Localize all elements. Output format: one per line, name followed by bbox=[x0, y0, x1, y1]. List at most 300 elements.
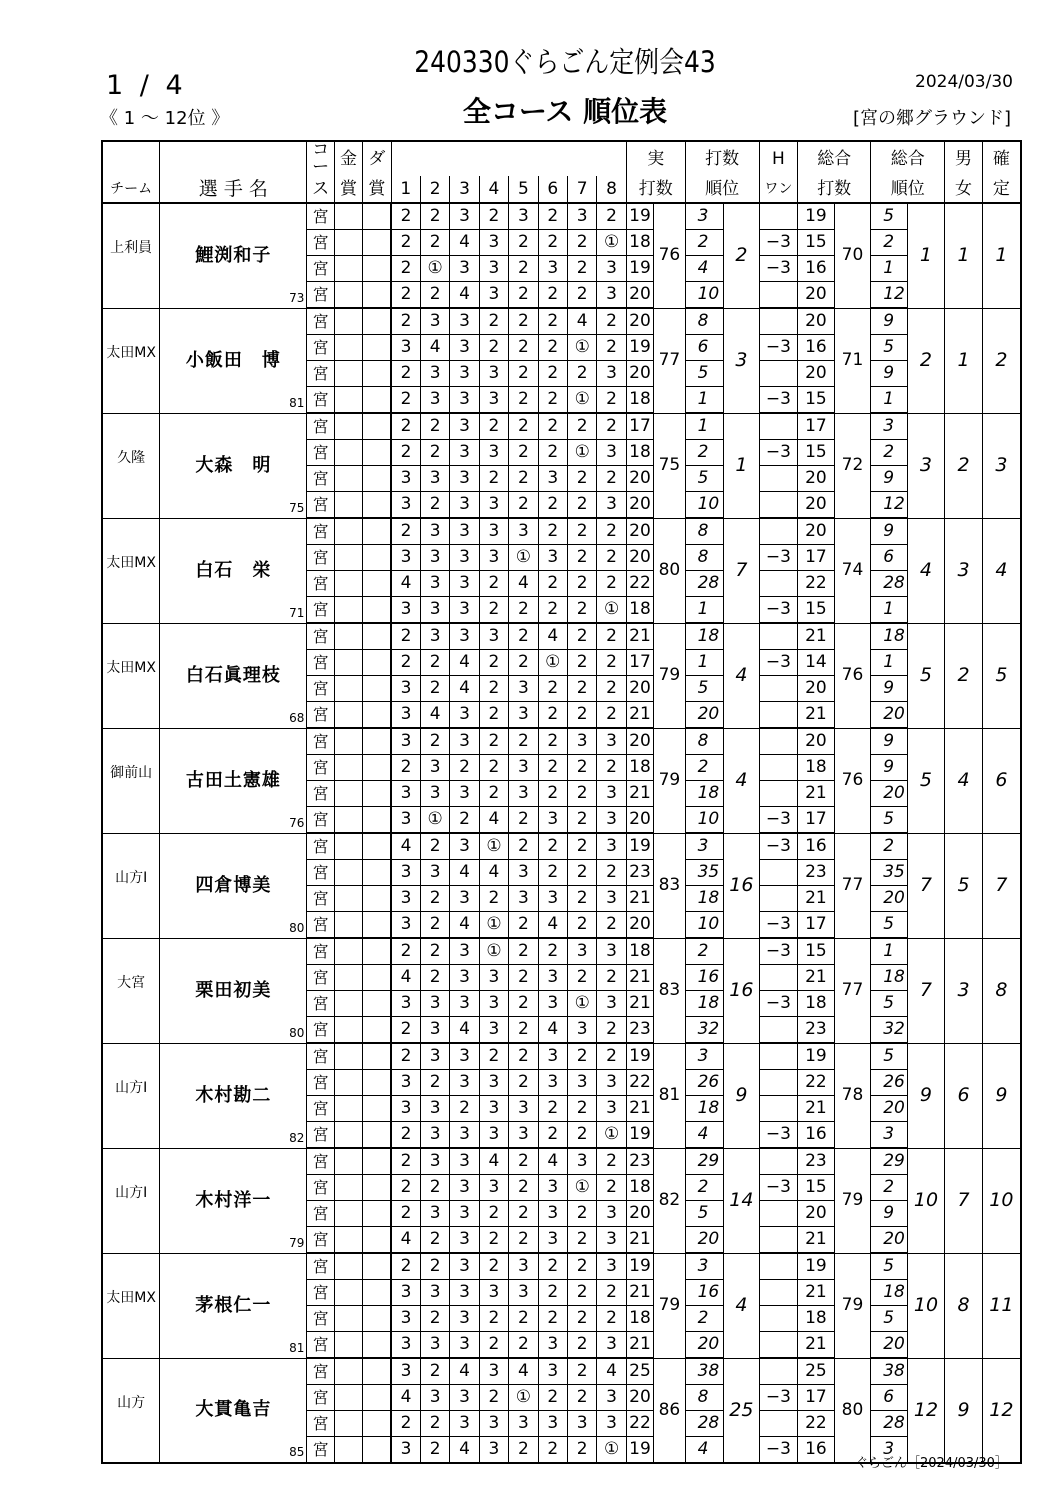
hole-in-one-bonus: −3 bbox=[759, 1175, 798, 1201]
hole-score: 3 bbox=[420, 623, 449, 650]
hole-in-one-bonus: −3 bbox=[759, 1385, 798, 1411]
gold-prize-cell bbox=[334, 492, 362, 519]
da-prize-cell bbox=[363, 1201, 391, 1227]
round-total: 18 bbox=[798, 1306, 835, 1332]
hole-score: 3 bbox=[538, 1332, 567, 1359]
round-total: 21 bbox=[798, 965, 835, 991]
page-number: 1 / 4 bbox=[106, 70, 187, 101]
hole-score: 3 bbox=[538, 965, 567, 991]
round-score: 21 bbox=[626, 702, 653, 729]
hole-score: 3 bbox=[450, 518, 479, 545]
hole-score: 3 bbox=[597, 991, 626, 1017]
hole-score: 2 bbox=[420, 413, 449, 440]
round-score: 21 bbox=[626, 965, 653, 991]
actual-header: 実 bbox=[626, 141, 685, 176]
round-total: 15 bbox=[798, 387, 835, 414]
da-prize-cell bbox=[363, 1070, 391, 1096]
hole-score: 2 bbox=[509, 650, 538, 676]
hole-score: 3 bbox=[479, 1017, 508, 1044]
hole-score: 3 bbox=[597, 1332, 626, 1359]
round-rank: 18 bbox=[685, 886, 724, 912]
hole-score: 2 bbox=[479, 335, 508, 361]
gold-prize-cell bbox=[334, 1332, 362, 1359]
player-name-text: 大森 明 bbox=[195, 454, 272, 476]
hole-score: 2 bbox=[479, 1306, 508, 1332]
round-score: 20 bbox=[626, 1385, 653, 1411]
course-cell: 宮 bbox=[307, 230, 334, 256]
hole-score: 4 bbox=[450, 676, 479, 702]
hole-score: ① bbox=[567, 991, 596, 1017]
hole-score: 4 bbox=[420, 702, 449, 729]
hole-score: 3 bbox=[597, 1411, 626, 1437]
round-rank: 5 bbox=[685, 676, 724, 702]
hole-score: 2 bbox=[391, 623, 420, 650]
hole-score: 3 bbox=[450, 1122, 479, 1149]
hole-score: 3 bbox=[391, 1332, 420, 1359]
hole-score: 2 bbox=[420, 1227, 449, 1254]
final-rank: 5 bbox=[982, 623, 1021, 728]
hole-score: 2 bbox=[597, 702, 626, 729]
da-prize-cell bbox=[363, 230, 391, 256]
hole-score: 2 bbox=[538, 413, 567, 440]
hole-score: 3 bbox=[450, 702, 479, 729]
course-cell: 宮 bbox=[307, 1017, 334, 1044]
da-header: ダ bbox=[363, 141, 391, 176]
player-header bbox=[160, 141, 307, 176]
round-score: 18 bbox=[626, 1306, 653, 1332]
hole-score: 2 bbox=[597, 466, 626, 492]
da-prize-cell bbox=[363, 1148, 391, 1175]
player-age: 68 bbox=[289, 710, 305, 725]
hole-score: 3 bbox=[538, 256, 567, 282]
round-total-rank: 9 bbox=[871, 676, 908, 702]
round-score: 23 bbox=[626, 1017, 653, 1044]
hole-score: 2 bbox=[509, 1017, 538, 1044]
hole-score: 3 bbox=[391, 545, 420, 571]
hole-in-one-bonus: −3 bbox=[759, 1437, 798, 1464]
hole-score: 4 bbox=[450, 1017, 479, 1044]
round-score: 20 bbox=[626, 518, 653, 545]
hole-score: 3 bbox=[420, 545, 449, 571]
hole-score: 2 bbox=[509, 361, 538, 387]
hole-header: 3 bbox=[450, 176, 479, 203]
hole-score: 3 bbox=[479, 991, 508, 1017]
hole-in-one-bonus: −3 bbox=[759, 938, 798, 965]
stroke-rank: 7 bbox=[724, 518, 760, 623]
da-prize-cell bbox=[363, 1096, 391, 1122]
team-name: 大宮 bbox=[102, 938, 160, 1043]
gold-prize-cell bbox=[334, 755, 362, 781]
round-total-rank: 3 bbox=[871, 1437, 908, 1464]
hole-score: 2 bbox=[597, 1306, 626, 1332]
actual-header-bottom: 打数 bbox=[626, 176, 685, 203]
total-strokes: 71 bbox=[834, 308, 871, 413]
player-name-text: 白石眞理枝 bbox=[185, 664, 281, 686]
gold-header-bottom: 賞 bbox=[334, 176, 362, 203]
stroke-rank: 16 bbox=[724, 938, 760, 1043]
hole-score: 3 bbox=[538, 1201, 567, 1227]
hole-score: 3 bbox=[479, 1437, 508, 1464]
hole-score: 3 bbox=[420, 466, 449, 492]
course-cell: 宮 bbox=[307, 1122, 334, 1149]
round-score: 21 bbox=[626, 1096, 653, 1122]
final-rank: 8 bbox=[982, 938, 1021, 1043]
gender-rank: 6 bbox=[945, 1043, 983, 1148]
round-total: 20 bbox=[798, 676, 835, 702]
hole-score: 3 bbox=[450, 886, 479, 912]
hole-score: 3 bbox=[450, 1175, 479, 1201]
hole-score: 2 bbox=[391, 755, 420, 781]
stroke-rank: 4 bbox=[724, 728, 760, 833]
hole-score: 3 bbox=[450, 1253, 479, 1280]
final-rank: 1 bbox=[982, 203, 1021, 308]
hole-score: 2 bbox=[538, 203, 567, 230]
gold-prize-cell bbox=[334, 728, 362, 755]
round-total: 16 bbox=[798, 1437, 835, 1464]
hole-score: 2 bbox=[597, 1043, 626, 1070]
hole-score: 2 bbox=[567, 597, 596, 624]
actual-strokes: 79 bbox=[654, 728, 685, 833]
hole-score: 2 bbox=[479, 203, 508, 230]
da-prize-cell bbox=[363, 1306, 391, 1332]
hole-score: 3 bbox=[597, 440, 626, 466]
hole-score: 2 bbox=[391, 440, 420, 466]
course-cell: 宮 bbox=[307, 991, 334, 1017]
round-total-rank: 18 bbox=[871, 965, 908, 991]
hole-score: 3 bbox=[479, 282, 508, 309]
team-name: 山方 bbox=[102, 1358, 160, 1463]
round-total-rank: 38 bbox=[871, 1358, 908, 1385]
round-total-rank: 5 bbox=[871, 1043, 908, 1070]
hole-score: 3 bbox=[597, 807, 626, 834]
total-rank: 7 bbox=[907, 833, 945, 938]
gold-prize-cell bbox=[334, 571, 362, 597]
hole-score: 3 bbox=[391, 1070, 420, 1096]
actual-strokes: 82 bbox=[654, 1148, 685, 1253]
round-total-rank: 20 bbox=[871, 781, 908, 807]
hole-score: 2 bbox=[420, 676, 449, 702]
gold-prize-cell bbox=[334, 650, 362, 676]
hole-score: 3 bbox=[450, 1332, 479, 1359]
gender-rank: 4 bbox=[945, 728, 983, 833]
course-cell: 宮 bbox=[307, 282, 334, 309]
hole-score: 3 bbox=[420, 1201, 449, 1227]
round-rank: 18 bbox=[685, 623, 724, 650]
hole-score: 3 bbox=[509, 702, 538, 729]
hole-score: 2 bbox=[538, 387, 567, 414]
round-total-rank: 2 bbox=[871, 833, 908, 860]
hole-score: 3 bbox=[391, 1280, 420, 1306]
actual-strokes: 81 bbox=[654, 1043, 685, 1148]
hole-score: 3 bbox=[597, 833, 626, 860]
round-score: 23 bbox=[626, 860, 653, 886]
player-age: 75 bbox=[289, 500, 305, 515]
round-total: 19 bbox=[798, 1043, 835, 1070]
round-rank: 3 bbox=[685, 1253, 724, 1280]
hole-score: 2 bbox=[509, 597, 538, 624]
hole-score: 4 bbox=[538, 1148, 567, 1175]
round-total-rank: 5 bbox=[871, 807, 908, 834]
hole-score: 2 bbox=[567, 492, 596, 519]
round-total: 20 bbox=[798, 492, 835, 519]
hole-score: 2 bbox=[597, 387, 626, 414]
hole-score: 3 bbox=[567, 1148, 596, 1175]
total-rank: 10 bbox=[907, 1253, 945, 1358]
da-prize-cell bbox=[363, 833, 391, 860]
total-strokes: 77 bbox=[834, 938, 871, 1043]
da-prize-cell bbox=[363, 387, 391, 414]
hole-score: 2 bbox=[450, 1096, 479, 1122]
hole-in-one-bonus: −3 bbox=[759, 807, 798, 834]
hole-score: 2 bbox=[391, 1201, 420, 1227]
round-rank: 1 bbox=[685, 650, 724, 676]
total-rank: 2 bbox=[907, 308, 945, 413]
round-total-rank: 9 bbox=[871, 1201, 908, 1227]
hole-score: 3 bbox=[391, 492, 420, 519]
gold-prize-cell bbox=[334, 886, 362, 912]
course-cell: 宮 bbox=[307, 886, 334, 912]
round-score: 22 bbox=[626, 1070, 653, 1096]
da-prize-cell bbox=[363, 781, 391, 807]
hole-score: 3 bbox=[450, 1148, 479, 1175]
round-score: 20 bbox=[626, 466, 653, 492]
hole-score: 2 bbox=[567, 1122, 596, 1149]
table-row bbox=[102, 833, 1021, 860]
da-prize-cell bbox=[363, 860, 391, 886]
team-name: 山方Ⅰ bbox=[102, 1148, 160, 1253]
course-cell: 宮 bbox=[307, 1253, 334, 1280]
hole-score: 4 bbox=[509, 1358, 538, 1385]
hole-score: 2 bbox=[509, 991, 538, 1017]
round-total: 21 bbox=[798, 781, 835, 807]
round-total-rank: 9 bbox=[871, 728, 908, 755]
round-total-rank: 12 bbox=[871, 282, 908, 309]
course-cell: 宮 bbox=[307, 676, 334, 702]
hole-score: 4 bbox=[420, 335, 449, 361]
final-header-bottom: 定 bbox=[982, 176, 1021, 203]
total-rank: 9 bbox=[907, 1043, 945, 1148]
hole-score: 3 bbox=[420, 1096, 449, 1122]
round-score: 20 bbox=[626, 728, 653, 755]
course-cell: 宮 bbox=[307, 728, 334, 755]
hole-score: 3 bbox=[391, 1358, 420, 1385]
round-rank: 1 bbox=[685, 387, 724, 414]
hole-score: 2 bbox=[509, 1201, 538, 1227]
round-rank: 4 bbox=[685, 1437, 724, 1464]
gender-rank: 1 bbox=[945, 308, 983, 413]
total-strokes: 77 bbox=[834, 833, 871, 938]
hole-score: 3 bbox=[567, 1070, 596, 1096]
round-total-rank: 1 bbox=[871, 256, 908, 282]
hole-score: 3 bbox=[538, 1070, 567, 1096]
round-total: 23 bbox=[798, 1148, 835, 1175]
hole-score: ① bbox=[479, 833, 508, 860]
round-score: 21 bbox=[626, 991, 653, 1017]
round-total: 22 bbox=[798, 571, 835, 597]
actual-strokes: 86 bbox=[654, 1358, 685, 1463]
team-header bbox=[102, 141, 160, 176]
hole-in-one-bonus bbox=[759, 571, 798, 597]
hole-score: 2 bbox=[567, 781, 596, 807]
hole-score: 3 bbox=[391, 466, 420, 492]
round-total: 20 bbox=[798, 728, 835, 755]
round-score: 17 bbox=[626, 650, 653, 676]
total-rank: 5 bbox=[907, 623, 945, 728]
hole-score: 3 bbox=[420, 518, 449, 545]
hole-score: 3 bbox=[450, 203, 479, 230]
stroke-rank: 4 bbox=[724, 623, 760, 728]
hole-score: 3 bbox=[420, 781, 449, 807]
round-total-rank: 20 bbox=[871, 1096, 908, 1122]
gold-prize-cell bbox=[334, 440, 362, 466]
total-rank: 10 bbox=[907, 1148, 945, 1253]
hole-score: 3 bbox=[450, 256, 479, 282]
hole-score: 3 bbox=[391, 676, 420, 702]
round-score: 20 bbox=[626, 807, 653, 834]
hole-score: 2 bbox=[597, 650, 626, 676]
player-name bbox=[160, 623, 307, 728]
course-cell: 宮 bbox=[307, 912, 334, 939]
hole-score: 2 bbox=[597, 1148, 626, 1175]
hole-score: 3 bbox=[538, 1358, 567, 1385]
round-rank: 8 bbox=[685, 518, 724, 545]
gold-prize-cell bbox=[334, 256, 362, 282]
hole-score: 2 bbox=[420, 1411, 449, 1437]
gold-prize-cell bbox=[334, 335, 362, 361]
hole-score: 2 bbox=[597, 676, 626, 702]
player-name bbox=[160, 203, 307, 308]
round-total: 17 bbox=[798, 545, 835, 571]
course-cell: 宮 bbox=[307, 833, 334, 860]
da-prize-cell bbox=[363, 886, 391, 912]
hole-in-one-bonus bbox=[759, 1306, 798, 1332]
hole-score: 3 bbox=[479, 1070, 508, 1096]
hole-score: 3 bbox=[450, 1201, 479, 1227]
hole-score: 3 bbox=[450, 597, 479, 624]
round-total: 18 bbox=[798, 755, 835, 781]
hole-score: 2 bbox=[567, 518, 596, 545]
hole-score: 3 bbox=[450, 335, 479, 361]
hole-score: 2 bbox=[420, 650, 449, 676]
team-name: 御前山 bbox=[102, 728, 160, 833]
hole-score: 3 bbox=[509, 755, 538, 781]
gold-prize-cell bbox=[334, 1280, 362, 1306]
player-age: 79 bbox=[289, 1235, 305, 1250]
round-rank: 26 bbox=[685, 1070, 724, 1096]
hole-score: 2 bbox=[391, 1253, 420, 1280]
course-cell: 宮 bbox=[307, 203, 334, 230]
final-rank: 9 bbox=[982, 1043, 1021, 1148]
hole-score: 2 bbox=[391, 650, 420, 676]
hole-score: 2 bbox=[567, 413, 596, 440]
round-total: 17 bbox=[798, 807, 835, 834]
hole-score: 3 bbox=[391, 1306, 420, 1332]
hole-score: 3 bbox=[509, 886, 538, 912]
actual-strokes: 80 bbox=[654, 518, 685, 623]
gender-header: 男 bbox=[945, 141, 983, 176]
hole-score: 2 bbox=[538, 1122, 567, 1149]
round-rank: 5 bbox=[685, 466, 724, 492]
hole-in-one-bonus bbox=[759, 203, 798, 230]
round-total: 16 bbox=[798, 256, 835, 282]
da-prize-cell bbox=[363, 466, 391, 492]
gender-rank: 8 bbox=[945, 1253, 983, 1358]
da-prize-cell bbox=[363, 492, 391, 519]
hole-score: 2 bbox=[420, 1175, 449, 1201]
team-name: 太田MX bbox=[102, 1253, 160, 1358]
hole-in-one-bonus bbox=[759, 413, 798, 440]
hole-score: 3 bbox=[509, 781, 538, 807]
hole-score: 2 bbox=[479, 1227, 508, 1254]
hole-score: 2 bbox=[597, 860, 626, 886]
round-rank: 8 bbox=[685, 728, 724, 755]
round-rank: 4 bbox=[685, 1122, 724, 1149]
round-score: 19 bbox=[626, 1122, 653, 1149]
hole-in-one-bonus bbox=[759, 1253, 798, 1280]
da-prize-cell bbox=[363, 361, 391, 387]
hole-score: 2 bbox=[509, 1148, 538, 1175]
total-rank: 1 bbox=[907, 203, 945, 308]
gold-prize-cell bbox=[334, 965, 362, 991]
hole-in-one-bonus: −3 bbox=[759, 833, 798, 860]
hole-in-one-bonus bbox=[759, 1332, 798, 1359]
hole-score: 2 bbox=[538, 597, 567, 624]
course-header: コー bbox=[307, 141, 334, 176]
table-row bbox=[102, 413, 1021, 440]
hole-score: 3 bbox=[479, 545, 508, 571]
round-score: 21 bbox=[626, 1280, 653, 1306]
hole-score: 3 bbox=[538, 886, 567, 912]
gender-rank: 9 bbox=[945, 1358, 983, 1463]
hole-score: 2 bbox=[420, 886, 449, 912]
hole-score: 3 bbox=[450, 1227, 479, 1254]
hole-score: 2 bbox=[509, 256, 538, 282]
team-name: 久隆 bbox=[102, 413, 160, 518]
da-prize-cell bbox=[363, 256, 391, 282]
hole-score: 2 bbox=[420, 965, 449, 991]
da-prize-cell bbox=[363, 203, 391, 230]
hole-score: 3 bbox=[509, 1253, 538, 1280]
round-total: 21 bbox=[798, 1096, 835, 1122]
round-total: 15 bbox=[798, 230, 835, 256]
player-header-label: 選 手 名 bbox=[160, 176, 307, 203]
gold-prize-cell bbox=[334, 1175, 362, 1201]
hole-score: 2 bbox=[391, 282, 420, 309]
hole-score: 2 bbox=[538, 676, 567, 702]
hole-score: 3 bbox=[479, 965, 508, 991]
hole-score: 3 bbox=[391, 597, 420, 624]
da-prize-cell bbox=[363, 755, 391, 781]
hole-score: 3 bbox=[479, 387, 508, 414]
round-score: 17 bbox=[626, 413, 653, 440]
stroke-rank: 16 bbox=[724, 833, 760, 938]
player-name bbox=[160, 938, 307, 1043]
hole-score: 4 bbox=[391, 965, 420, 991]
hole-score: 3 bbox=[479, 361, 508, 387]
hole-score: 2 bbox=[391, 256, 420, 282]
da-header-bottom: 賞 bbox=[363, 176, 391, 203]
table-row bbox=[102, 1148, 1021, 1175]
da-prize-cell bbox=[363, 545, 391, 571]
hole-score: 3 bbox=[420, 755, 449, 781]
hole-score: 3 bbox=[597, 938, 626, 965]
player-name-text: 木村洋一 bbox=[195, 1189, 272, 1211]
hole-score: 3 bbox=[597, 1227, 626, 1254]
hole-score: 3 bbox=[391, 728, 420, 755]
hole-in-one-bonus bbox=[759, 466, 798, 492]
hole-score: 2 bbox=[479, 413, 508, 440]
gold-prize-cell bbox=[334, 230, 362, 256]
